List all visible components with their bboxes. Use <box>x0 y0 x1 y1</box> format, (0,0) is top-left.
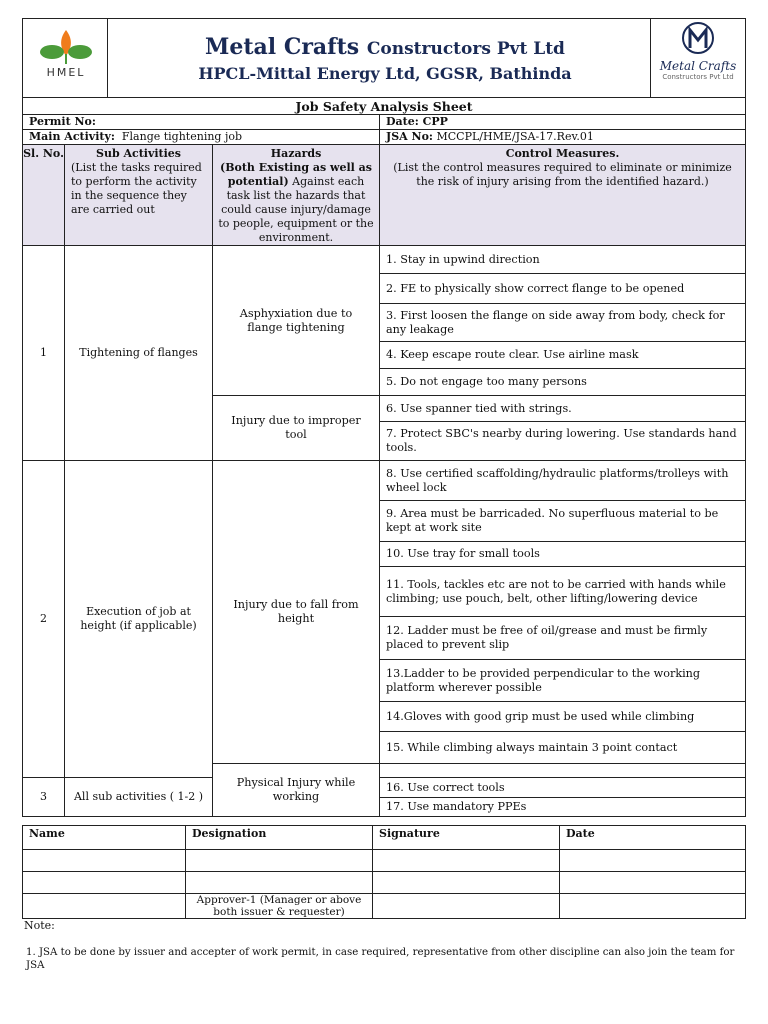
hazard-improper-tool: Injury due to improper tool <box>212 395 380 461</box>
row-2-sl: 2 <box>22 460 65 778</box>
col-hazard-bold: (Both Existing as well as potential) <box>220 161 372 188</box>
signoff-cell[interactable] <box>559 871 746 894</box>
control-measure-1: 1. Stay in upwind direction <box>379 245 746 274</box>
note-label: Note: <box>24 919 55 932</box>
col-header-hazards <box>212 144 380 246</box>
main-activity-label: Main Activity: <box>29 130 115 143</box>
note-1: 1. JSA to be done by issuer and accepter of work permit, in case required, representative from other discipline can also join the team for JSA <box>26 947 735 971</box>
control-measure-11: 11. Tools, tackles etc are not to be carried with hands while climbing; use pouch, belt, other lifting/lowering device <box>379 566 746 617</box>
company-main-name: Metal Crafts <box>205 34 360 60</box>
signoff-cell[interactable] <box>372 893 560 919</box>
control-measure-13: 13.Ladder to be provided perpendicular to the working platform wherever possible <box>379 659 746 702</box>
col-hazard-title: Hazards <box>270 147 322 160</box>
row-1-sl: 1 <box>22 245 65 461</box>
signoff-cell[interactable] <box>22 871 186 894</box>
control-measure-16: 16. Use correct tools <box>379 777 746 798</box>
approver-label: Approver-1 (Manager or above both issuer & requester) <box>185 893 373 919</box>
control-measure-3: 3. First loosen the flange on side away from body, check for any leakage <box>379 303 746 342</box>
control-measure-6: 6. Use spanner tied with strings. <box>379 395 746 422</box>
col-sub-desc: (List the tasks required to perform the activity in the sequence they are carried out <box>71 161 202 216</box>
jsa-no-label: JSA No: <box>386 130 433 143</box>
company-title <box>122 34 648 83</box>
signoff-cell[interactable] <box>185 871 373 894</box>
signoff-cell[interactable] <box>372 849 560 872</box>
date-label: Date: CPP <box>379 114 746 130</box>
header-divider-left <box>107 18 108 98</box>
control-measure-8: 8. Use certified scaffolding/hydraulic platforms/trolleys with wheel lock <box>379 460 746 501</box>
control-measure-4: 4. Keep escape route clear. Use airline mask <box>379 341 746 369</box>
client-name: HPCL-Mittal Energy Ltd, GGSR, Bathinda <box>198 64 572 83</box>
col-header-sub-activities <box>64 144 213 246</box>
permit-no-label: Permit No: <box>22 114 380 130</box>
signoff-signature-header: Signature <box>372 825 560 850</box>
company-sub-name: Constructors Pvt Ltd <box>366 39 565 59</box>
control-measure-7: 7. Protect SBC's nearby during lowering. Use standards hand tools. <box>379 421 746 461</box>
hazard-asphyxiation: Asphyxiation due to flange tightening <box>212 245 380 396</box>
row-2-sub-activity: Execution of job at height (if applicable) <box>64 460 213 778</box>
metal-crafts-logo-text: Metal Crafts <box>659 59 737 73</box>
col-sub-title: Sub Activities <box>96 147 181 160</box>
signoff-date-header: Date <box>559 825 746 850</box>
header-divider-right <box>650 18 651 98</box>
control-measure-15: 15. While climbing always maintain 3 point contact <box>379 731 746 764</box>
hazard-physical-injury: Physical Injury while working <box>212 763 380 817</box>
control-measure-17: 17. Use mandatory PPEs <box>379 797 746 817</box>
main-activity-value: Flange tightening job <box>121 130 243 143</box>
control-measure-14: 14.Gloves with good grip must be used while climbing <box>379 701 746 732</box>
hazard-fall-from-height: Injury due to fall from height <box>212 460 380 764</box>
col-control-desc: (List the control measures required to eliminate or minimize the risk of injury arising from the identified hazard.) <box>393 161 732 188</box>
signoff-cell[interactable] <box>559 893 746 919</box>
control-spacer <box>379 763 746 778</box>
control-measure-12: 12. Ladder must be free of oil/grease and must be firmly placed to prevent slip <box>379 616 746 660</box>
row-1-sub-activity: Tightening of flanges <box>64 245 213 461</box>
col-header-sl: Sl. No. <box>22 144 65 246</box>
signoff-cell[interactable] <box>22 849 186 872</box>
control-measure-10: 10. Use tray for small tools <box>379 541 746 567</box>
sheet-title: Job Safety Analysis Sheet <box>22 97 746 115</box>
row-3-sl: 3 <box>22 777 65 817</box>
signoff-designation-header: Designation <box>185 825 373 850</box>
jsa-no-value: MCCPL/HME/JSA-17.Rev.01 <box>436 130 594 143</box>
signoff-name-header: Name <box>22 825 186 850</box>
control-measure-2: 2. FE to physically show correct flange to be opened <box>379 273 746 304</box>
col-control-title: Control Measures. <box>505 147 620 160</box>
hmel-logo-text: HMEL <box>46 66 86 79</box>
row-3-sub-activity: All sub activities ( 1-2 ) <box>64 777 213 817</box>
control-measure-5: 5. Do not engage too many persons <box>379 368 746 396</box>
metal-crafts-logo-sub: Constructors Pvt Ltd <box>662 73 734 81</box>
signoff-cell[interactable] <box>22 893 186 919</box>
signoff-cell[interactable] <box>559 849 746 872</box>
signoff-cell[interactable] <box>372 871 560 894</box>
control-measure-9: 9. Area must be barricaded. No superfluous material to be kept at work site <box>379 500 746 542</box>
col-hazard-desc: Against each task list the hazards that could cause injury/damage to people, equipment or the environment. <box>218 175 374 244</box>
metal-crafts-logo <box>656 20 740 96</box>
main-activity-row <box>22 129 380 145</box>
signoff-cell[interactable] <box>185 849 373 872</box>
jsa-no-row <box>379 129 746 145</box>
metal-crafts-logo-icon <box>656 20 740 56</box>
col-header-controls <box>379 144 746 246</box>
